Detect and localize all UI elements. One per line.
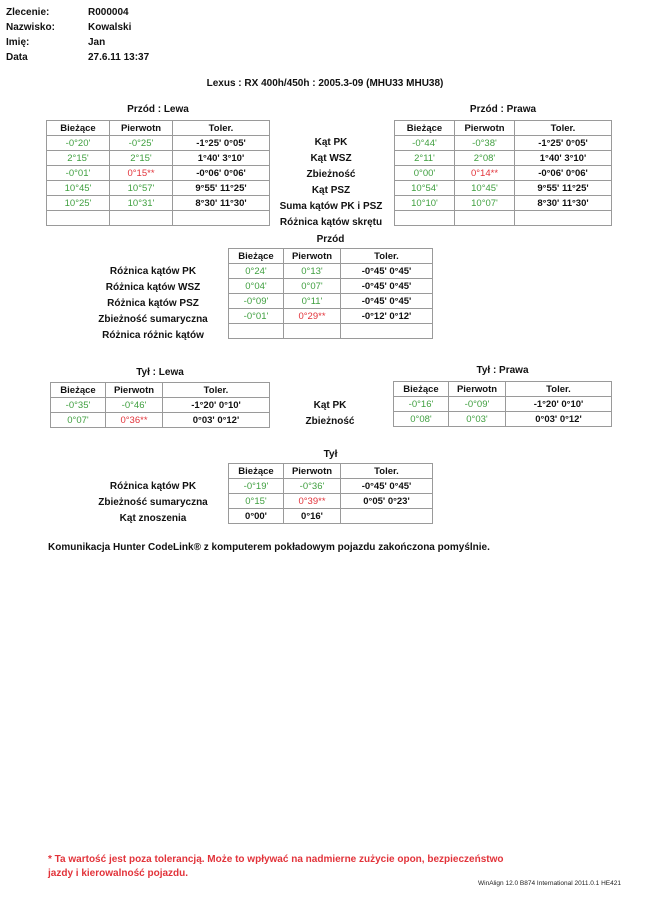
table-row (394, 397, 612, 412)
table-row (229, 509, 433, 524)
front-right-title: Przód : Prawa (469, 104, 537, 115)
software-version: WinAlign 12.0 B874 International 2011.0.1 HE421 (478, 880, 621, 887)
table-header-row (395, 121, 612, 136)
original-value: 2°15' (110, 151, 173, 166)
current-value: 0°00' (395, 166, 455, 181)
col-tolerance: Toler. (173, 121, 270, 136)
current-value: -0°35' (51, 398, 106, 413)
table-header-row (229, 249, 433, 264)
tolerance-value: 0°05' 0°23' (341, 494, 433, 509)
table-row-empty (47, 211, 270, 226)
front-row-labels (265, 135, 397, 231)
row-label: Suma kątów PK i PSZ (279, 201, 383, 212)
date-value: 27.6.11 13:37 (88, 52, 150, 63)
current-value: -0°16' (394, 397, 449, 412)
original-value: 10°45' (455, 181, 515, 196)
table-header-row (394, 382, 612, 397)
row-label: Zbieżność (305, 416, 355, 427)
table-header-row (47, 121, 270, 136)
table-row (229, 294, 433, 309)
col-tolerance: Toler. (506, 382, 612, 397)
front-left-table (46, 120, 270, 226)
surname-value: Kowalski (88, 22, 132, 33)
front-total-row-labels (82, 264, 224, 344)
rear-total-row-labels (82, 479, 224, 527)
row-label: Zbieżność sumaryczna (98, 497, 208, 508)
tolerance-value: 9°55' 11°25' (515, 181, 612, 196)
rear-right-table (393, 381, 612, 427)
current-value: 10°10' (395, 196, 455, 211)
row-label: Kąt PK (314, 137, 348, 148)
original-value-out-of-tolerance: 0°36** (106, 413, 163, 428)
current-value: -0°19' (229, 479, 284, 494)
table-row (395, 181, 612, 196)
order-label: Zlecenie: (6, 7, 50, 18)
original-value (284, 324, 341, 339)
row-label: Zbieżność sumaryczna (98, 314, 208, 325)
row-label: Różnica różnic kątów (102, 330, 204, 341)
original-value: 10°31' (110, 196, 173, 211)
original-value-out-of-tolerance: 0°29** (284, 309, 341, 324)
col-current: Bieżące (394, 382, 449, 397)
communication-message: Komunikacja Hunter CodeLink® z komputerem pokładowym pojazdu zakończona pomyślnie. (48, 542, 490, 553)
vehicle-title: Lexus : RX 400h/450h : 2005.3-09 (MHU33 MHU38) (206, 78, 444, 89)
table-row (395, 136, 612, 151)
tolerance-value: 1°40' 3°10' (173, 151, 270, 166)
rear-total-title: Tył (323, 449, 338, 460)
table-row (229, 279, 433, 294)
tolerance-value (515, 211, 612, 226)
tolerance-value: 0°03' 0°12' (163, 413, 270, 428)
out-of-tolerance-footnote (48, 853, 503, 881)
original-value: -0°46' (106, 398, 163, 413)
tolerance-value (341, 324, 433, 339)
current-value: -0°01' (47, 166, 110, 181)
tolerance-value: 8°30' 11°30' (515, 196, 612, 211)
tolerance-value: -0°45' 0°45' (341, 264, 433, 279)
rear-row-labels (270, 398, 390, 430)
table-row (47, 181, 270, 196)
current-value: 0°00' (229, 509, 284, 524)
original-value: 10°57' (110, 181, 173, 196)
original-value: 0°16' (284, 509, 341, 524)
table-row (229, 309, 433, 324)
tolerance-value: 0°03' 0°12' (506, 412, 612, 427)
row-label: Kąt znoszenia (119, 513, 187, 524)
table-row (47, 151, 270, 166)
row-label: Różnica kątów PSZ (107, 298, 199, 309)
current-value: -0°09' (229, 294, 284, 309)
tolerance-value (173, 211, 270, 226)
table-row (47, 166, 270, 181)
tolerance-value: -1°20' 0°10' (163, 398, 270, 413)
original-value: -0°38' (455, 136, 515, 151)
row-label: Kąt PK (313, 400, 347, 411)
row-label: Różnica kątów PK (109, 481, 197, 492)
tolerance-value: 8°30' 11°30' (173, 196, 270, 211)
table-row (395, 166, 612, 181)
tolerance-value: -1°20' 0°10' (506, 397, 612, 412)
current-value: 0°04' (229, 279, 284, 294)
original-value-out-of-tolerance: 0°39** (284, 494, 341, 509)
tolerance-value: -0°45' 0°45' (341, 279, 433, 294)
col-current: Bieżące (47, 121, 110, 136)
col-original: Pierwotn (284, 464, 341, 479)
current-value: -0°44' (395, 136, 455, 151)
col-original: Pierwotn (455, 121, 515, 136)
tolerance-value: -0°06' 0°06' (515, 166, 612, 181)
col-current: Bieżące (229, 464, 284, 479)
row-label: Różnica kątów PK (109, 266, 197, 277)
date-label: Data (6, 52, 28, 63)
table-row (51, 413, 270, 428)
front-right-table (394, 120, 612, 226)
col-tolerance: Toler. (515, 121, 612, 136)
table-header-row (229, 464, 433, 479)
current-value: 0°24' (229, 264, 284, 279)
current-value: 10°45' (47, 181, 110, 196)
rear-left-table (50, 382, 270, 428)
current-value: 0°08' (394, 412, 449, 427)
tolerance-value: -0°06' 0°06' (173, 166, 270, 181)
tolerance-value: -0°12' 0°12' (341, 309, 433, 324)
original-value: 0°03' (449, 412, 506, 427)
rear-right-title: Tył : Prawa (476, 365, 529, 376)
original-value: -0°36' (284, 479, 341, 494)
footnote-line-1: * Ta wartość jest poza tolerancją. Może to wpływać na nadmierne zużycie opon, bezpieczeństwo (48, 854, 504, 865)
original-value: 2°08' (455, 151, 515, 166)
original-value (110, 211, 173, 226)
original-value (455, 211, 515, 226)
table-row (47, 196, 270, 211)
col-current: Bieżące (395, 121, 455, 136)
col-tolerance: Toler. (341, 464, 433, 479)
table-row (229, 479, 433, 494)
original-value: 0°07' (284, 279, 341, 294)
original-value: 10°07' (455, 196, 515, 211)
current-value: 0°15' (229, 494, 284, 509)
col-tolerance: Toler. (341, 249, 433, 264)
original-value-out-of-tolerance: 0°14** (455, 166, 515, 181)
col-tolerance: Toler. (163, 383, 270, 398)
table-row (229, 264, 433, 279)
original-value-out-of-tolerance: 0°15** (110, 166, 173, 181)
current-value: 2°15' (47, 151, 110, 166)
col-current: Bieżące (229, 249, 284, 264)
rear-left-title: Tył : Lewa (136, 367, 184, 378)
original-value: 0°13' (284, 264, 341, 279)
row-label: Kąt PSZ (311, 185, 351, 196)
rear-total-table (228, 463, 433, 524)
front-total-title: Przód (316, 234, 345, 245)
current-value: 2°11' (395, 151, 455, 166)
current-value: 10°54' (395, 181, 455, 196)
table-row-empty (229, 324, 433, 339)
row-label: Różnica kątów WSZ (105, 282, 201, 293)
current-value: 0°07' (51, 413, 106, 428)
footnote-line-2: jazdy i kierowalność pojazdu. (48, 868, 189, 879)
tolerance-value: 9°55' 11°25' (173, 181, 270, 196)
table-header-row (51, 383, 270, 398)
tolerance-value: -0°45' 0°45' (341, 479, 433, 494)
row-label: Zbieżność (306, 169, 356, 180)
tolerance-value: 1°40' 3°10' (515, 151, 612, 166)
tolerance-value: -1°25' 0°05' (515, 136, 612, 151)
first-name-label: Imię: (6, 37, 30, 48)
col-original: Pierwotn (110, 121, 173, 136)
tolerance-value (341, 509, 433, 524)
tolerance-value: -1°25' 0°05' (173, 136, 270, 151)
col-original: Pierwotn (284, 249, 341, 264)
current-value (395, 211, 455, 226)
current-value: 10°25' (47, 196, 110, 211)
current-value: -0°01' (229, 309, 284, 324)
order-value: R000004 (88, 7, 129, 18)
table-row (395, 151, 612, 166)
table-row-empty (395, 211, 612, 226)
tolerance-value: -0°45' 0°45' (341, 294, 433, 309)
original-value: -0°25' (110, 136, 173, 151)
original-value: -0°09' (449, 397, 506, 412)
current-value (47, 211, 110, 226)
col-current: Bieżące (51, 383, 106, 398)
row-label: Kąt WSZ (310, 153, 352, 164)
table-row (395, 196, 612, 211)
current-value: -0°20' (47, 136, 110, 151)
row-label: Różnica kątów skrętu (279, 217, 383, 228)
front-left-title: Przód : Lewa (127, 104, 189, 115)
surname-label: Nazwisko: (6, 22, 55, 33)
table-row (229, 494, 433, 509)
col-original: Pierwotn (449, 382, 506, 397)
table-row (51, 398, 270, 413)
front-total-table (228, 248, 433, 339)
table-row (47, 136, 270, 151)
first-name-value: Jan (88, 37, 106, 48)
original-value: 0°11' (284, 294, 341, 309)
col-original: Pierwotn (106, 383, 163, 398)
current-value (229, 324, 284, 339)
table-row (394, 412, 612, 427)
